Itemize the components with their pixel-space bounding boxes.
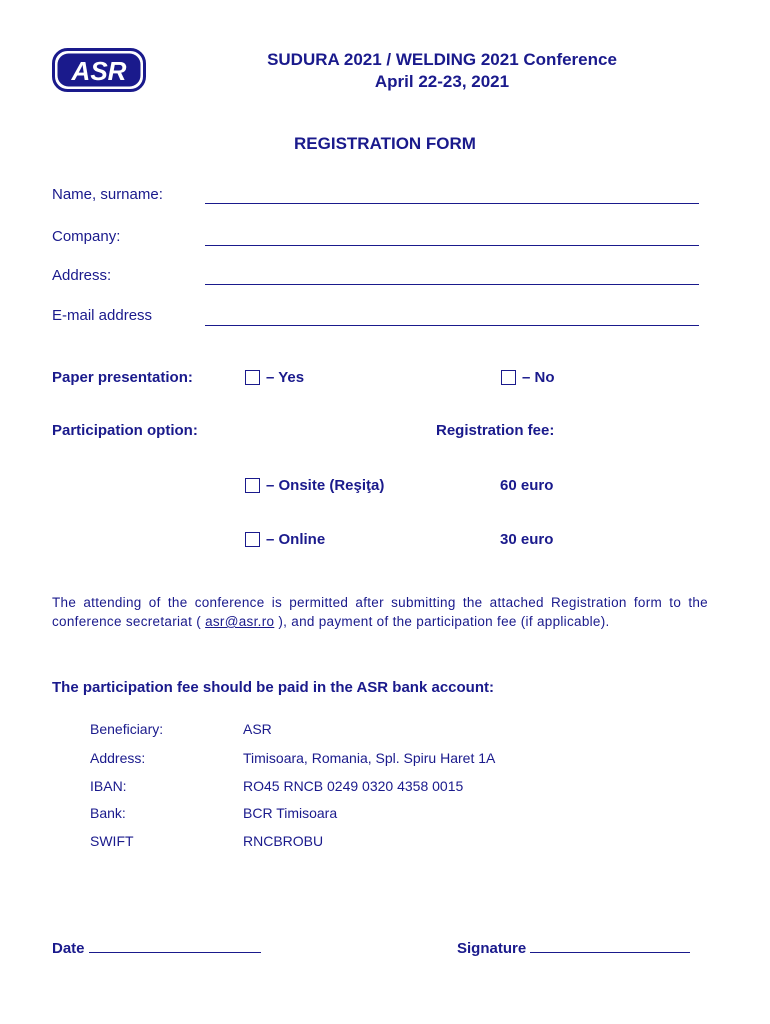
paper-no-checkbox[interactable]	[501, 370, 516, 385]
bank-label: Bank:	[90, 805, 126, 821]
paper-yes-label: – Yes	[266, 369, 305, 386]
iban-value: RO45 RNCB 0249 0320 4358 0015	[243, 778, 464, 794]
beneficiary-value: ASR	[243, 721, 272, 737]
email-field[interactable]	[205, 325, 699, 326]
onsite-option[interactable]	[245, 477, 384, 494]
address-label: Address:	[52, 267, 112, 284]
paper-yes-option[interactable]	[245, 369, 304, 386]
online-option[interactable]	[245, 531, 325, 548]
bank-address-label: Address:	[90, 750, 146, 766]
registration-fee-label: Registration fee:	[436, 422, 555, 439]
iban-label: IBAN:	[90, 778, 127, 794]
conference-title: SUDURA 2021 / WELDING 2021 Conference	[267, 50, 617, 69]
online-checkbox[interactable]	[245, 532, 260, 547]
email-label: E-mail address	[52, 307, 153, 324]
date-field-group	[52, 940, 261, 957]
notice-text-before: The attending of the conference is permitted after submitting the attached Registration form to the conference secretariat (	[52, 595, 708, 629]
conference-dates: April 22-23, 2021	[374, 72, 510, 91]
paper-yes-checkbox[interactable]	[245, 370, 260, 385]
form-title: REGISTRATION FORM	[294, 134, 476, 153]
company-field[interactable]	[205, 245, 699, 246]
notice-text-after: ), and payment of the participation fee (if applicable).	[274, 614, 610, 629]
address-field[interactable]	[205, 284, 699, 285]
paper-no-label: – No	[522, 369, 555, 386]
onsite-label: – Onsite (Reşiţa)	[266, 477, 385, 494]
paper-no-option[interactable]	[501, 369, 555, 386]
onsite-fee: 60 euro	[500, 477, 554, 494]
date-label: Date	[52, 940, 85, 957]
notice-paragraph	[52, 593, 708, 631]
swift-label: SWIFT	[90, 833, 134, 849]
signature-field-group	[457, 940, 690, 957]
secretariat-email-link[interactable]: asr@asr.ro	[205, 614, 275, 629]
date-field[interactable]	[89, 952, 261, 953]
logo-text: ASR	[71, 56, 127, 86]
name-label: Name, surname:	[52, 186, 163, 203]
company-label: Company:	[52, 228, 121, 245]
onsite-checkbox[interactable]	[245, 478, 260, 493]
bank-heading: The participation fee should be paid in the ASR bank account:	[52, 679, 494, 696]
online-label: – Online	[266, 531, 326, 548]
signature-field[interactable]	[530, 952, 690, 953]
bank-value: BCR Timisoara	[243, 805, 338, 821]
beneficiary-label: Beneficiary:	[90, 721, 164, 737]
signature-label: Signature	[457, 940, 527, 957]
online-fee: 30 euro	[500, 531, 554, 548]
bank-address-value: Timisoara, Romania, Spl. Spiru Haret 1A	[243, 750, 496, 766]
name-field[interactable]	[205, 203, 699, 204]
paper-presentation-label: Paper presentation:	[52, 369, 193, 386]
swift-value: RNCBROBU	[243, 833, 324, 849]
participation-option-label: Participation option:	[52, 422, 198, 439]
asr-logo	[52, 48, 146, 92]
